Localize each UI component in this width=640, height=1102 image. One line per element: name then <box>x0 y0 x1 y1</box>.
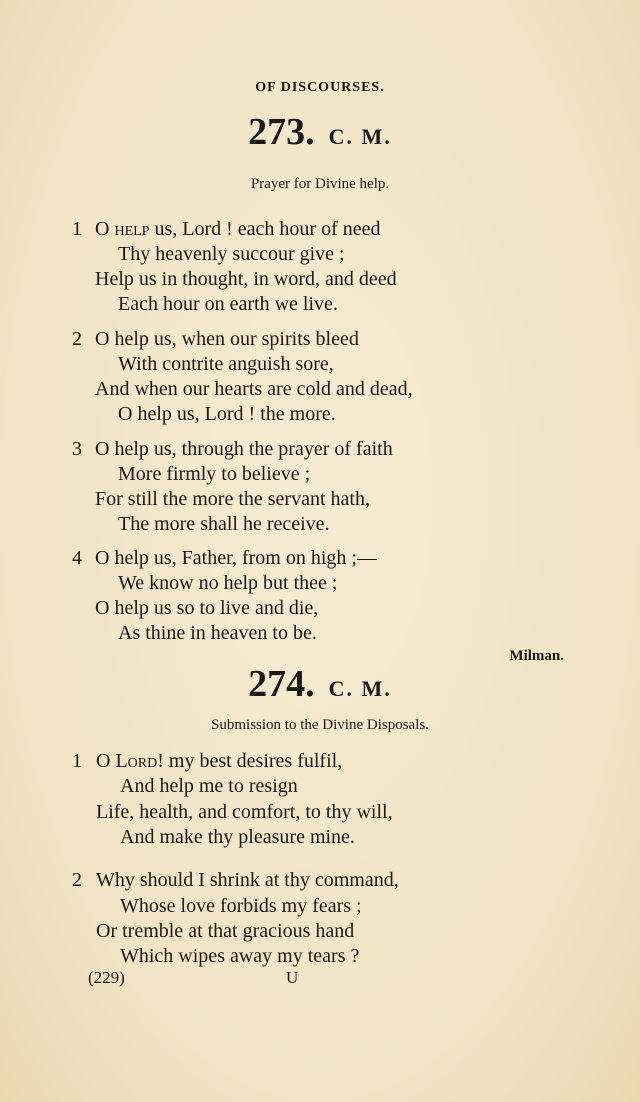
verse-line: We know no help but thee ; <box>118 572 338 594</box>
verse-line: Thy heavenly succour give ; <box>118 243 345 265</box>
verse-small-caps: help <box>114 218 150 240</box>
verse-line: With contrite anguish sore, <box>118 353 334 375</box>
verse-line: More firmly to believe ; <box>118 463 311 485</box>
verse-line-rest: us, Lord ! each hour of need <box>149 218 381 240</box>
running-head: OF DISCOURSES. <box>255 80 385 95</box>
verse-first-word: O <box>96 750 111 772</box>
stanza-number: 1 <box>72 750 82 772</box>
hymn-273-heading <box>0 110 640 154</box>
verse-small-caps: Lord <box>115 750 158 772</box>
verse-line: And when our hearts are cold and dead, <box>95 378 413 400</box>
verse-first-word: O <box>95 218 110 240</box>
verse-line: O help us, through the prayer of faith <box>95 438 393 460</box>
hymn-number: 273. <box>248 111 315 153</box>
verse-line: Which wipes away my tears ? <box>120 945 360 967</box>
verse-line: Whose love forbids my fears ; <box>120 895 362 917</box>
hymn-274-heading <box>0 662 640 706</box>
verse-line-rest: ! my best desires fulfil, <box>157 750 343 772</box>
verse-line: As thine in heaven to be. <box>118 622 317 644</box>
verse-line: Life, health, and comfort, to thy will, <box>96 801 393 823</box>
stanza-number: 3 <box>72 438 82 460</box>
verse-line: The more shall he receive. <box>118 513 330 535</box>
stanza-number: 4 <box>72 547 82 569</box>
hymn-number: 274. <box>248 663 315 705</box>
page-number: (229) <box>88 968 125 987</box>
verse-line <box>96 749 342 773</box>
hymn-subtitle: Prayer for Divine help. <box>250 176 390 192</box>
signature-mark: U <box>286 968 299 987</box>
stanza-number: 2 <box>72 328 82 350</box>
hymn-subtitle: Submission to the Divine Disposals. <box>211 717 429 733</box>
verse-line: And make thy pleasure mine. <box>120 826 355 848</box>
verse-line <box>95 217 380 241</box>
verse-line: O help us, when our spirits bleed <box>95 328 359 350</box>
stanza-number: 1 <box>72 218 82 240</box>
verse-line: O help us, Lord ! the more. <box>118 403 336 425</box>
hymn-meter: C. M. <box>328 676 392 701</box>
hymn-meter: C. M. <box>328 124 392 149</box>
verse-line: Why should I shrink at thy command, <box>96 869 399 891</box>
verse-line: Help us in thought, in word, and deed <box>95 268 397 290</box>
stanza-number: 2 <box>72 869 82 891</box>
verse-line: And help me to resign <box>120 775 298 797</box>
verse-line: O help us, Father, from on high ;— <box>95 547 377 569</box>
verse-line: Each hour on earth we live. <box>118 293 338 315</box>
verse-line: Or tremble at that gracious hand <box>96 920 355 942</box>
hymn-author: Milman. <box>509 648 564 664</box>
verse-line: O help us so to live and die, <box>95 597 319 619</box>
verse-line: For still the more the servant hath, <box>95 488 370 510</box>
